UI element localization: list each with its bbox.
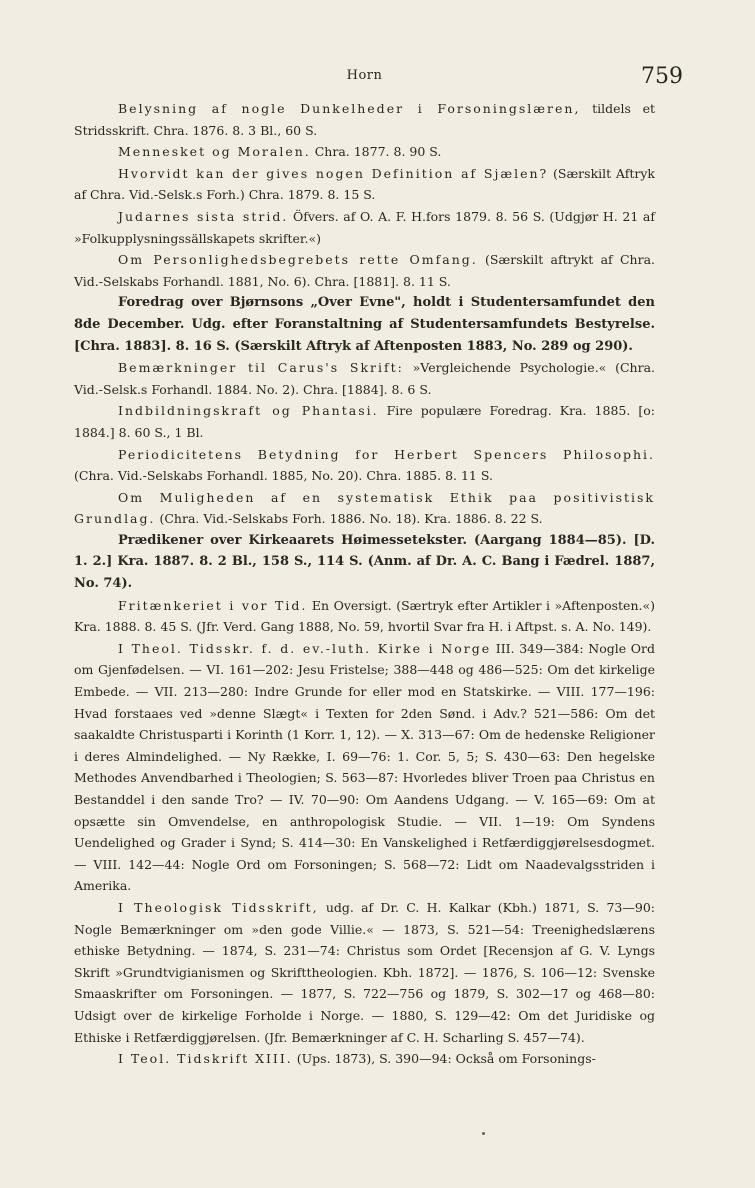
entry-details: Chra. 1877. 8. 90 S. — [310, 144, 442, 160]
entry-title: Om Muligheden af en systematisk Ethik paa positivistisk Grundlag. — [74, 489, 655, 527]
entry-title: Hvorvidt kan der gives nogen Definition af Sjælen? — [118, 165, 549, 181]
bibliography-entry — [74, 249, 655, 292]
entry-title: Judarnes sista strid. — [118, 208, 289, 224]
entry-title: Indbildningskraft og Phantasi. — [118, 403, 379, 419]
entry-title: I Theologisk Tidsskrift, — [118, 899, 319, 915]
bibliography-entry — [74, 487, 655, 530]
bibliography-entry — [74, 357, 655, 400]
entry-title: Belysning af nogle Dunkelheder i Forsoningslæren, — [118, 101, 581, 116]
entry-details: Öfvers. af O. A. F. H.fors 1879. 8. 56 S. (Udgjør H. 21 af »Folkupplysningssällskapets skrifter.«) — [74, 208, 655, 246]
bibliography-entry — [74, 530, 655, 595]
entry-title: Periodicitetens Betydning for Herbert Spencers Philosophi. — [118, 446, 655, 462]
bibliography-entry — [74, 400, 655, 443]
page-number: 759 — [641, 64, 683, 89]
bibliography-entry — [74, 444, 655, 487]
bibliography-text — [74, 98, 655, 1070]
entry-details: »Vergleichende Psychologie.« (Chra. Vid.-Selsk.s Forhandl. 1884. No. 2). Chra. [1884]. 8. 6 S. — [74, 360, 655, 397]
bibliography-entry — [74, 98, 655, 141]
bibliography-entry — [74, 897, 655, 1048]
entry-details: (Chra. Vid.-Selskabs Forh. 1886. No. 18). Kra. 1886. 8. 22 S. — [155, 511, 543, 527]
bibliography-entry — [74, 1048, 655, 1070]
entry-title: Mennesket og Moralen. — [118, 144, 311, 160]
running-head — [74, 64, 683, 98]
entry-title: I Teol. Tidskrift XIII. — [118, 1051, 293, 1067]
entry-details: (Ups. 1873), S. 390—94: Också om Forsonings- — [292, 1051, 596, 1067]
entry-details: (Chra. Vid.-Selskabs Forhandl. 1885, No. 20). Chra. 1885. 8. 11 S. — [74, 468, 493, 484]
entry-details: (Særskilt aftrykt af Chra. Vid.-Selskabs Forhandl. 1881, No. 6). Chra. [1881]. 8. 11 S. — [74, 252, 655, 289]
entry-details: (Aargang 1884—85). [D. 1. 2.] Kra. 1887. 8. 2 Bl., 158 S., 114 S. (Anm. af Dr. A. C. Bang i Fædrel. 1887, No. 74). — [74, 532, 655, 592]
entry-details: En Oversigt. (Særtryk efter Artikler i »Aftenposten.«) Kra. 1888. 8. 45 S. (Jfr. Verd. Gang 1888, No. 59, hvortil Svar fra H. i Aftpst. s. A. No. 149). — [74, 597, 655, 635]
entry-title: Bemærkninger til Carus's Skrift: — [118, 360, 404, 376]
bibliography-entry — [74, 163, 655, 206]
bibliography-entry — [74, 292, 655, 357]
entry-title: Fritænkeriet i vor Tid. — [118, 597, 308, 613]
bibliography-entry — [74, 141, 655, 163]
entry-details: III. 349—384: Nogle Ord om Gjenfødelsen. — VI. 161—202: Jesu Fristelse; 388—448 og 486—525: Om det kirkelige Embede. — VII. 213—280: Indre Grunde for eller mod en Statskirke. — VIII. 177—196: Hvad forstaaes ved »denne Slægt« i Texten for 2den Sønd. i Adv.? 521—586: Om det saakaldte Christusparti i Korinth (1 Korr. 1, 12). — X. 313—67: Om de hedenske Religioner i deres Almindelighed. — Ny Række, I. 69—76: 1. Cor. 5, 5; S. 430—63: Den hegelske Methodes Anvendbarhed i Theologien; S. 563—87: Hvorledes bliver Troen paa Christus en Bestanddel i den sande Tro? — IV. 70—90: Om Aandens Udgang. — V. 165—69: Om at opsætte sin Omvendelse, en anthropologisk Studie. — VII. 1—19: Om Syndens Uendelighed og Grader i Synd; S. 414—30: En Vanskelighed i Retfærdiggjørelsesdogmet. — VIII. 142—44: Nogle Ord om Forsoningen; S. 568—72: Lidt om Naadevalgsstriden i Amerika. — [74, 640, 656, 894]
bibliography-entry — [74, 638, 655, 897]
entry-title: Prædikener over Kirkeaarets Høimessetekster. — [118, 532, 468, 548]
entry-title: I Theol. Tidsskr. f. d. ev.-luth. Kirke i Norge — [118, 640, 492, 656]
entry-details: tildels et Stridsskrift. Chra. 1876. 8. 3 Bl., 60 S. — [74, 101, 655, 138]
bibliography-entry — [74, 206, 655, 249]
entry-details: Fire populære Foredrag. Kra. 1885. [o: 1884.] 8. 60 S., 1 Bl. — [74, 403, 655, 440]
running-title: Horn — [346, 68, 383, 83]
entry-details: Udg. efter Foranstaltning af Studentersamfundets Bestyrelse. [Chra. 1883]. 8. 16 S. (Særskilt Aftryk af Aftenposten 1883, No. 289 og 290). — [74, 316, 655, 354]
entry-details: (Særskilt Aftryk af Chra. Vid.-Selsk.s Forh.) Chra. 1879. 8. 15 S. — [74, 165, 655, 203]
entry-title: Om Personlighedsbegrebets rette Omfang. — [118, 252, 478, 268]
entry-title: Foredrag over Bjørnsons „Over Evne", holdt i Studentersamfundet den 8de December. — [74, 295, 655, 332]
print-speck — [482, 1132, 485, 1135]
entry-details: udg. af Dr. C. H. Kalkar (Kbh.) 1871, S. 73—90: Nogle Bemærkninger om »den gode Villie.« — 1873, S. 521—54: Treenighedslærens ethiske Betydning. — 1874, S. 231—74: Christus som Ordet [Recensjon af G. V. Lyngs Skrift »Grundtvigianismen og Skrifttheologien. Kbh. 1872]. — 1876, S. 106—12: Svenske Smaaskrifter om Forsoningen. — 1877, S. 722—756 og 1879, S. 302—17 og 468—80: Udsigt over de kirkelige Forholde i Norge. — 1880, S. 129—42: Om det Juridiske og Ethiske i Retfærdiggjørelsen. (Jfr. Bemærkninger af C. H. Scharling S. 457—74). — [74, 899, 655, 1045]
bibliography-entry — [74, 595, 655, 638]
